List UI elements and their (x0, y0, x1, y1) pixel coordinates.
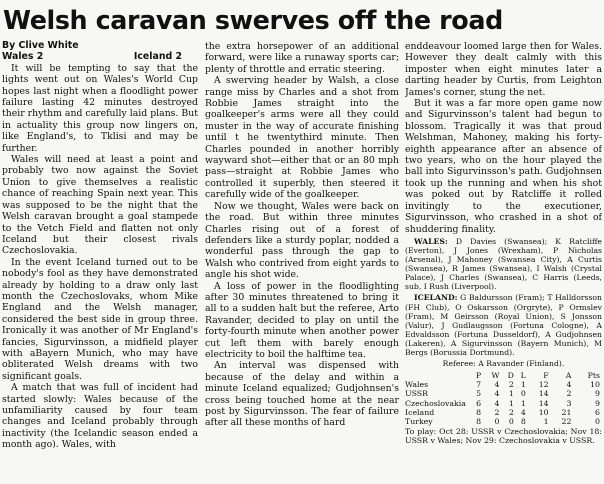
table-cell: 6 (476, 398, 482, 408)
table-header: Pts (587, 371, 600, 381)
table-header: L (520, 371, 526, 381)
table-cell: 0 (508, 416, 514, 426)
table-cell: 5 (476, 389, 482, 399)
table-cell: 0 (520, 389, 526, 399)
wales-label: WALES: (414, 236, 448, 246)
fixtures: To play: Oct 28: USSR v Czechoslovakia; Nov 18: USSR v Wales; Nov 29: Czechoslovakia v USSR. (405, 426, 602, 445)
table-cell: Iceland (405, 407, 435, 417)
score-home: Wales 2 (2, 51, 44, 63)
table-header: F (543, 371, 549, 381)
table-cell: 2 (508, 407, 514, 417)
table-header: A (565, 371, 572, 381)
table-cell: Czechoslovakia (405, 398, 466, 408)
wales-lineup (405, 237, 602, 292)
table-cell: 2 (566, 389, 572, 399)
table-cell: 2 (494, 407, 500, 417)
table-cell: 4 (520, 407, 526, 417)
paragraph: Wales will need at least a point and probably two now against the Soviet Union to give themselves a realistic chance of reaching Spain next year. This was supposed to be the night that the Welsh caravan brought a goal stampede to the Vetch Field and flatten not only Iceland but their closest rivals Czechoslovakia. (2, 154, 198, 257)
paragraph: An interval was dispensed with because of the delay and within a minute Iceland equalized; Gudjohnsen's cross being touched home at the near post by Sigurvinsson. The fear of failure after all these months of hard (205, 360, 399, 429)
table-cell: 8 (476, 416, 482, 426)
table-cell: 3 (566, 398, 572, 408)
table-row (405, 389, 600, 398)
column-1 (2, 40, 198, 483)
table-cell: 0 (595, 416, 600, 426)
paragraph: Now we thought, Wales were back on the road. But within three minutes Charles rising out of a forest of defenders like a sturdy poplar, nodded a wonderful pass through the gap to Walsh who contrived from eight yards to angle his shot wide. (205, 200, 399, 281)
table-cell: 8 (520, 416, 526, 426)
table-header: W (491, 371, 500, 381)
table-cell: Turkey (405, 416, 433, 426)
iceland-players: G Baldursson (Fram); T Halldorsson (FH Club), O Oskarsson (Orgryte), P Ormslev (Fram), M Geirsson (Royal Union), S Jonsson (Valur), J Gudlaugsson (Fortuna Cologne), A Edvaldsson (Fortuna Dusseldorf), A Gudjohnsen (Lakeren), A Sigurvinsson (Bayern Munich), M Bergs (Borussia Dortmund). (405, 293, 602, 358)
table-cell: 0 (494, 416, 500, 426)
column-2 (205, 41, 399, 484)
table-row (405, 380, 600, 389)
score-line (2, 51, 182, 62)
paragraph: It will be tempting to say that the lights went out on Wales's World Cup hopes last night when a floodlight power failure lasting 42 minutes destroyed their rhythm and carefully laid plans. But in actuality this group now lingers on, like England's, to Tklisi and may be further. (2, 62, 198, 154)
table-cell: USSR (405, 389, 428, 399)
table-row (405, 408, 600, 417)
paragraph: the extra horsepower of an additional forward, were like a runaway sports car; plenty of throttle and erratic steering. (205, 41, 399, 75)
table-cell: 7 (476, 380, 482, 390)
table-header: D (507, 371, 514, 381)
wales-players: D Davies (Swansea); K Ratcliffe (Everton), J Jones (Wrexham), P Nicholas (Arsenal), J Mahoney (Swansea City), A Curtis (Swansea), R James (Swansea), I Walsh (Crystal Palace), J Charles (Swansea), C Harris (Leeds, sub, I Rush (Liverpool). (405, 236, 602, 292)
table-cell: Wales (405, 380, 429, 390)
paragraph: In the event Iceland turned out to be nobody's fool as they have demonstrated already by holding to a draw only last month the Czechoslovaks, whom Mike England and the Welsh manager, considered the best side in group three. Ironically it was another of Mr England's fancies, Sigurvinsson, a midfield player with aBayern Munich, who may have obliterated Welsh dreams with two significant goals. (2, 256, 198, 382)
score-away: Iceland 2 (133, 51, 182, 63)
table-header-row (405, 371, 600, 380)
table-cell: 4 (494, 398, 500, 408)
table-header (405, 371, 469, 380)
paragraph: A swerving header by Walsh, a close range miss by Charles and a shot from Robbie James straight into the goalkeeper's arms were all they could muster in the way of accurate finishing until t he twentythird minute. Then Charles pounded in another horribly wayward shot—either that or an 80 mph pass—straight at Robbie James who controlled it superbly, then steered it carefully wide of the goalkeeper. (205, 75, 399, 201)
table-cell: 14 (538, 389, 549, 399)
table-cell: 12 (538, 380, 549, 390)
table-header: P (475, 371, 482, 381)
table-cell: 6 (595, 407, 600, 417)
league-table-body (405, 380, 600, 425)
byline: By Clive White (2, 40, 79, 51)
table-cell: 4 (566, 380, 572, 390)
paragraph: But it was a far more open game now and Sigurvinsson's talent had begun to blossom. Tragically it was that proud Welshman, Mahoney, making his forty-eighth appearance after an absence of two years, who on the hour played the ball into Sigurvinsson's path. Gudjohnsen took up the running and when his shot was poked out by Ratcliffe it rolled invitingly to the executioner, Sigurvinsson, who crashed in a shot of shuddering finality. (405, 98, 602, 235)
table-cell: 1 (520, 380, 526, 390)
league-table (405, 371, 600, 426)
table-cell: 4 (494, 389, 500, 399)
table-cell: 10 (590, 380, 600, 390)
table-cell: 1 (520, 398, 526, 408)
table-row (405, 399, 600, 408)
iceland-lineup (405, 293, 602, 357)
table-cell: 21 (561, 407, 572, 417)
table-cell: 4 (494, 380, 500, 390)
table-cell: 2 (508, 380, 514, 390)
table-cell: 1 (508, 398, 514, 408)
table-cell: 10 (538, 407, 549, 417)
table-cell: 9 (595, 389, 600, 399)
paragraph: A match that was full of incident had started slowly: Wales because of the unfamiliarity caused by four team changes and Iceland probably through inactivity (the Icelandic season ended a month ago). Wales, with (2, 382, 198, 451)
headline: Welsh caravan swerves off the road (3, 5, 503, 35)
table-cell: 14 (538, 398, 549, 408)
table-cell: 1 (508, 389, 514, 399)
table-row (405, 417, 600, 426)
referee: Referee: A Ravander (Finland). (442, 359, 565, 369)
table-cell: 9 (595, 398, 600, 408)
table-cell: 1 (543, 416, 549, 426)
paragraph: A loss of power in the floodlighting after 30 minutes threatened to bring it all to a sudden halt but the referee, Arto Ravander, decided to play on until the forty-fourth minute when another power cut left them with barely enough electricity to boil the halftime tea. (205, 280, 399, 360)
table-cell: 8 (476, 407, 482, 417)
iceland-label: ICELAND: (414, 293, 458, 303)
table-cell: 22 (561, 416, 572, 426)
column-3 (405, 41, 602, 484)
paragraph: enddeavour loomed large then for Wales. However they dealt calmly with this imposter when eight minutes later a darting header by Curtis, from Leighton James's corner, stung the net. (405, 41, 602, 98)
